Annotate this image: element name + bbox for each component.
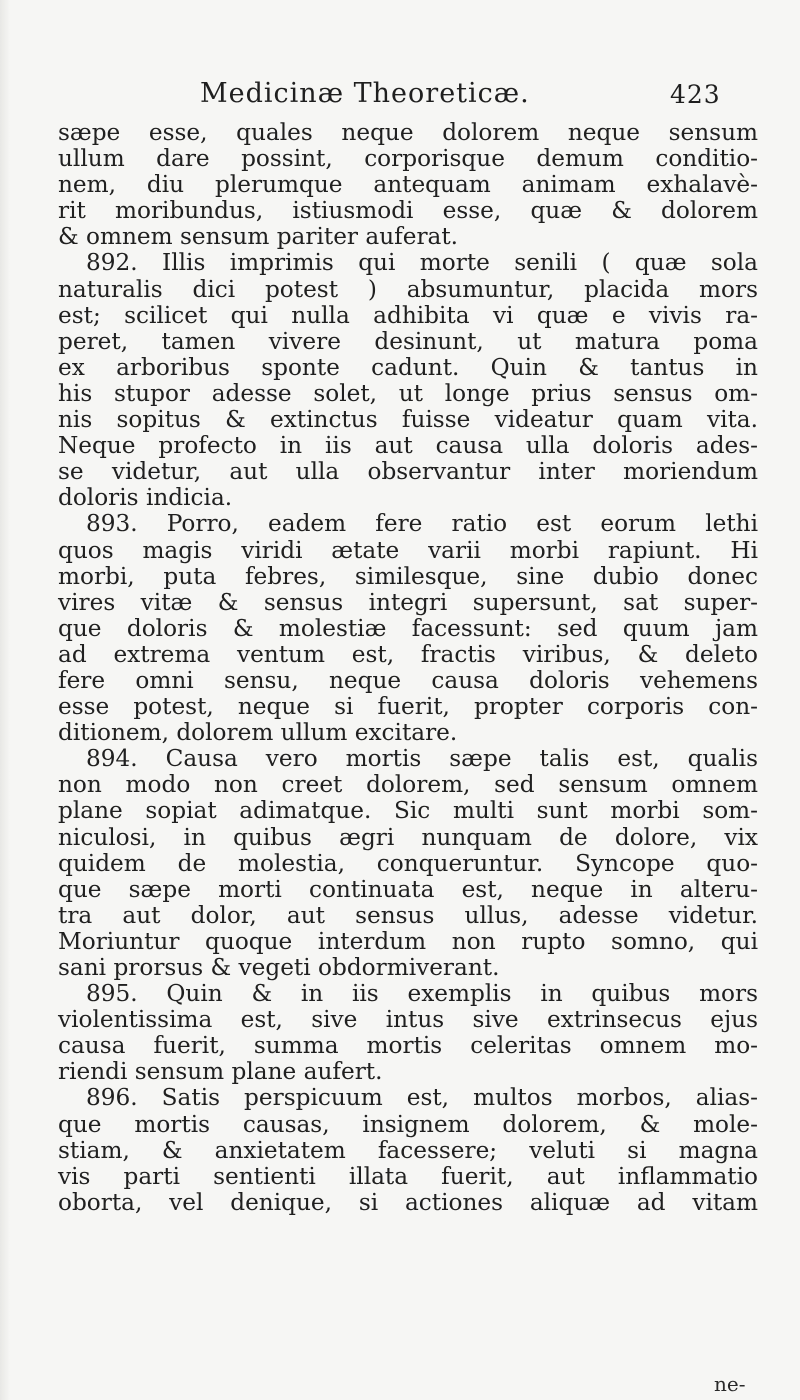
text-line: esse potest, neque si fuerit, propter corporis con-	[58, 693, 758, 721]
text-line: riendi sensum plane aufert.	[58, 1058, 383, 1086]
text-line: que mortis causas, insignem dolorem, & mole-	[58, 1110, 758, 1138]
text-line: plane sopiat adimatque. Sic multi sunt morbi som-	[58, 797, 758, 825]
text-line: sæpe esse, quales neque dolorem neque sensum	[58, 119, 758, 146]
text-line: 895. Quin & in iis exemplis in quibus mors	[86, 980, 758, 1008]
text-line: sani prorsus & vegeti obdormiverant.	[58, 954, 500, 981]
text-line: 896. Satis perspicuum est, multos morbos, alias-	[86, 1084, 758, 1112]
text-line: Neque profecto in iis aut causa ulla doloris ades-	[58, 432, 758, 460]
text-line: oborta, vel denique, si actiones aliquæ ad vitam	[58, 1188, 758, 1216]
page-edge-shadow	[0, 0, 10, 1400]
text-line: vires vitæ & sensus integri supersunt, sat super-	[58, 588, 758, 616]
text-line: peret, tamen vivere desinunt, ut matura poma	[58, 327, 758, 355]
text-line: Moriuntur quoque interdum non rupto somno, qui	[58, 927, 758, 955]
catchword: ne-	[714, 1372, 746, 1396]
text-line: causa fuerit, summa mortis celeritas omnem mo-	[58, 1032, 758, 1060]
text-line: his stupor adesse solet, ut longe prius sensus om-	[58, 379, 758, 407]
text-line: se videtur, aut ulla observantur inter moriendum	[58, 458, 758, 486]
text-line: vis parti sentienti illata fuerit, aut inflammatio	[58, 1162, 758, 1190]
text-line: nem, diu plerumque antequam animam exhalavè-	[58, 171, 758, 199]
text-line: doloris indicia.	[58, 484, 233, 512]
text-line: que sæpe morti continuata est, neque in alteru-	[58, 875, 758, 903]
body-text	[58, 120, 758, 1216]
text-line: quos magis viridi ætate varii morbi rapiunt. Hi	[58, 536, 758, 564]
text-line: 894. Causa vero mortis sæpe talis est, qualis	[86, 745, 758, 773]
text-line: 892. Illis imprimis qui morte senili ( quæ sola	[86, 249, 758, 277]
text-line: & omnem sensum pariter auferat.	[58, 223, 459, 251]
running-title: Medicinæ Theoreticæ.	[200, 78, 530, 109]
text-line: ullum dare possint, corporisque demum conditio-	[58, 145, 758, 173]
text-line: ex arboribus sponte cadunt. Quin & tantus in	[58, 353, 758, 381]
text-line: 893. Porro, eadem fere ratio est eorum lethi	[86, 510, 758, 538]
page-header	[200, 78, 721, 118]
text-line: violentissima est, sive intus sive extrinsecus ejus	[58, 1006, 758, 1034]
text-line: que doloris & molestiæ facessunt: sed quum jam	[58, 614, 758, 642]
text-line: naturalis dici potest ) absumuntur, placida mors	[58, 275, 758, 303]
text-line: non modo non creet dolorem, sed sensum omnem	[58, 771, 758, 799]
text-line: est; scilicet qui nulla adhibita vi quæ e vivis ra-	[58, 301, 758, 329]
text-line: tra aut dolor, aut sensus ullus, adesse videtur.	[58, 901, 758, 929]
text-line: morbi, puta febres, similesque, sine dubio donec	[58, 562, 758, 590]
text-line: ditionem, dolorem ullum excitare.	[58, 719, 458, 747]
text-line: ad extrema ventum est, fractis viribus, & deleto	[58, 640, 758, 668]
page-number: 423	[670, 80, 721, 109]
text-line: fere omni sensu, neque causa doloris vehemens	[58, 666, 758, 694]
text-line: quidem de molestia, conqueruntur. Syncope quo-	[58, 849, 758, 877]
text-line: niculosi, in quibus ægri nunquam de dolore, vix	[58, 823, 758, 851]
text-line: nis sopitus & extinctus fuisse videatur quam vita.	[58, 406, 758, 434]
text-line: rit moribundus, istiusmodi esse, quæ & dolorem	[58, 197, 758, 225]
text-line: stiam, & anxietatem facessere; veluti si magna	[58, 1136, 758, 1164]
